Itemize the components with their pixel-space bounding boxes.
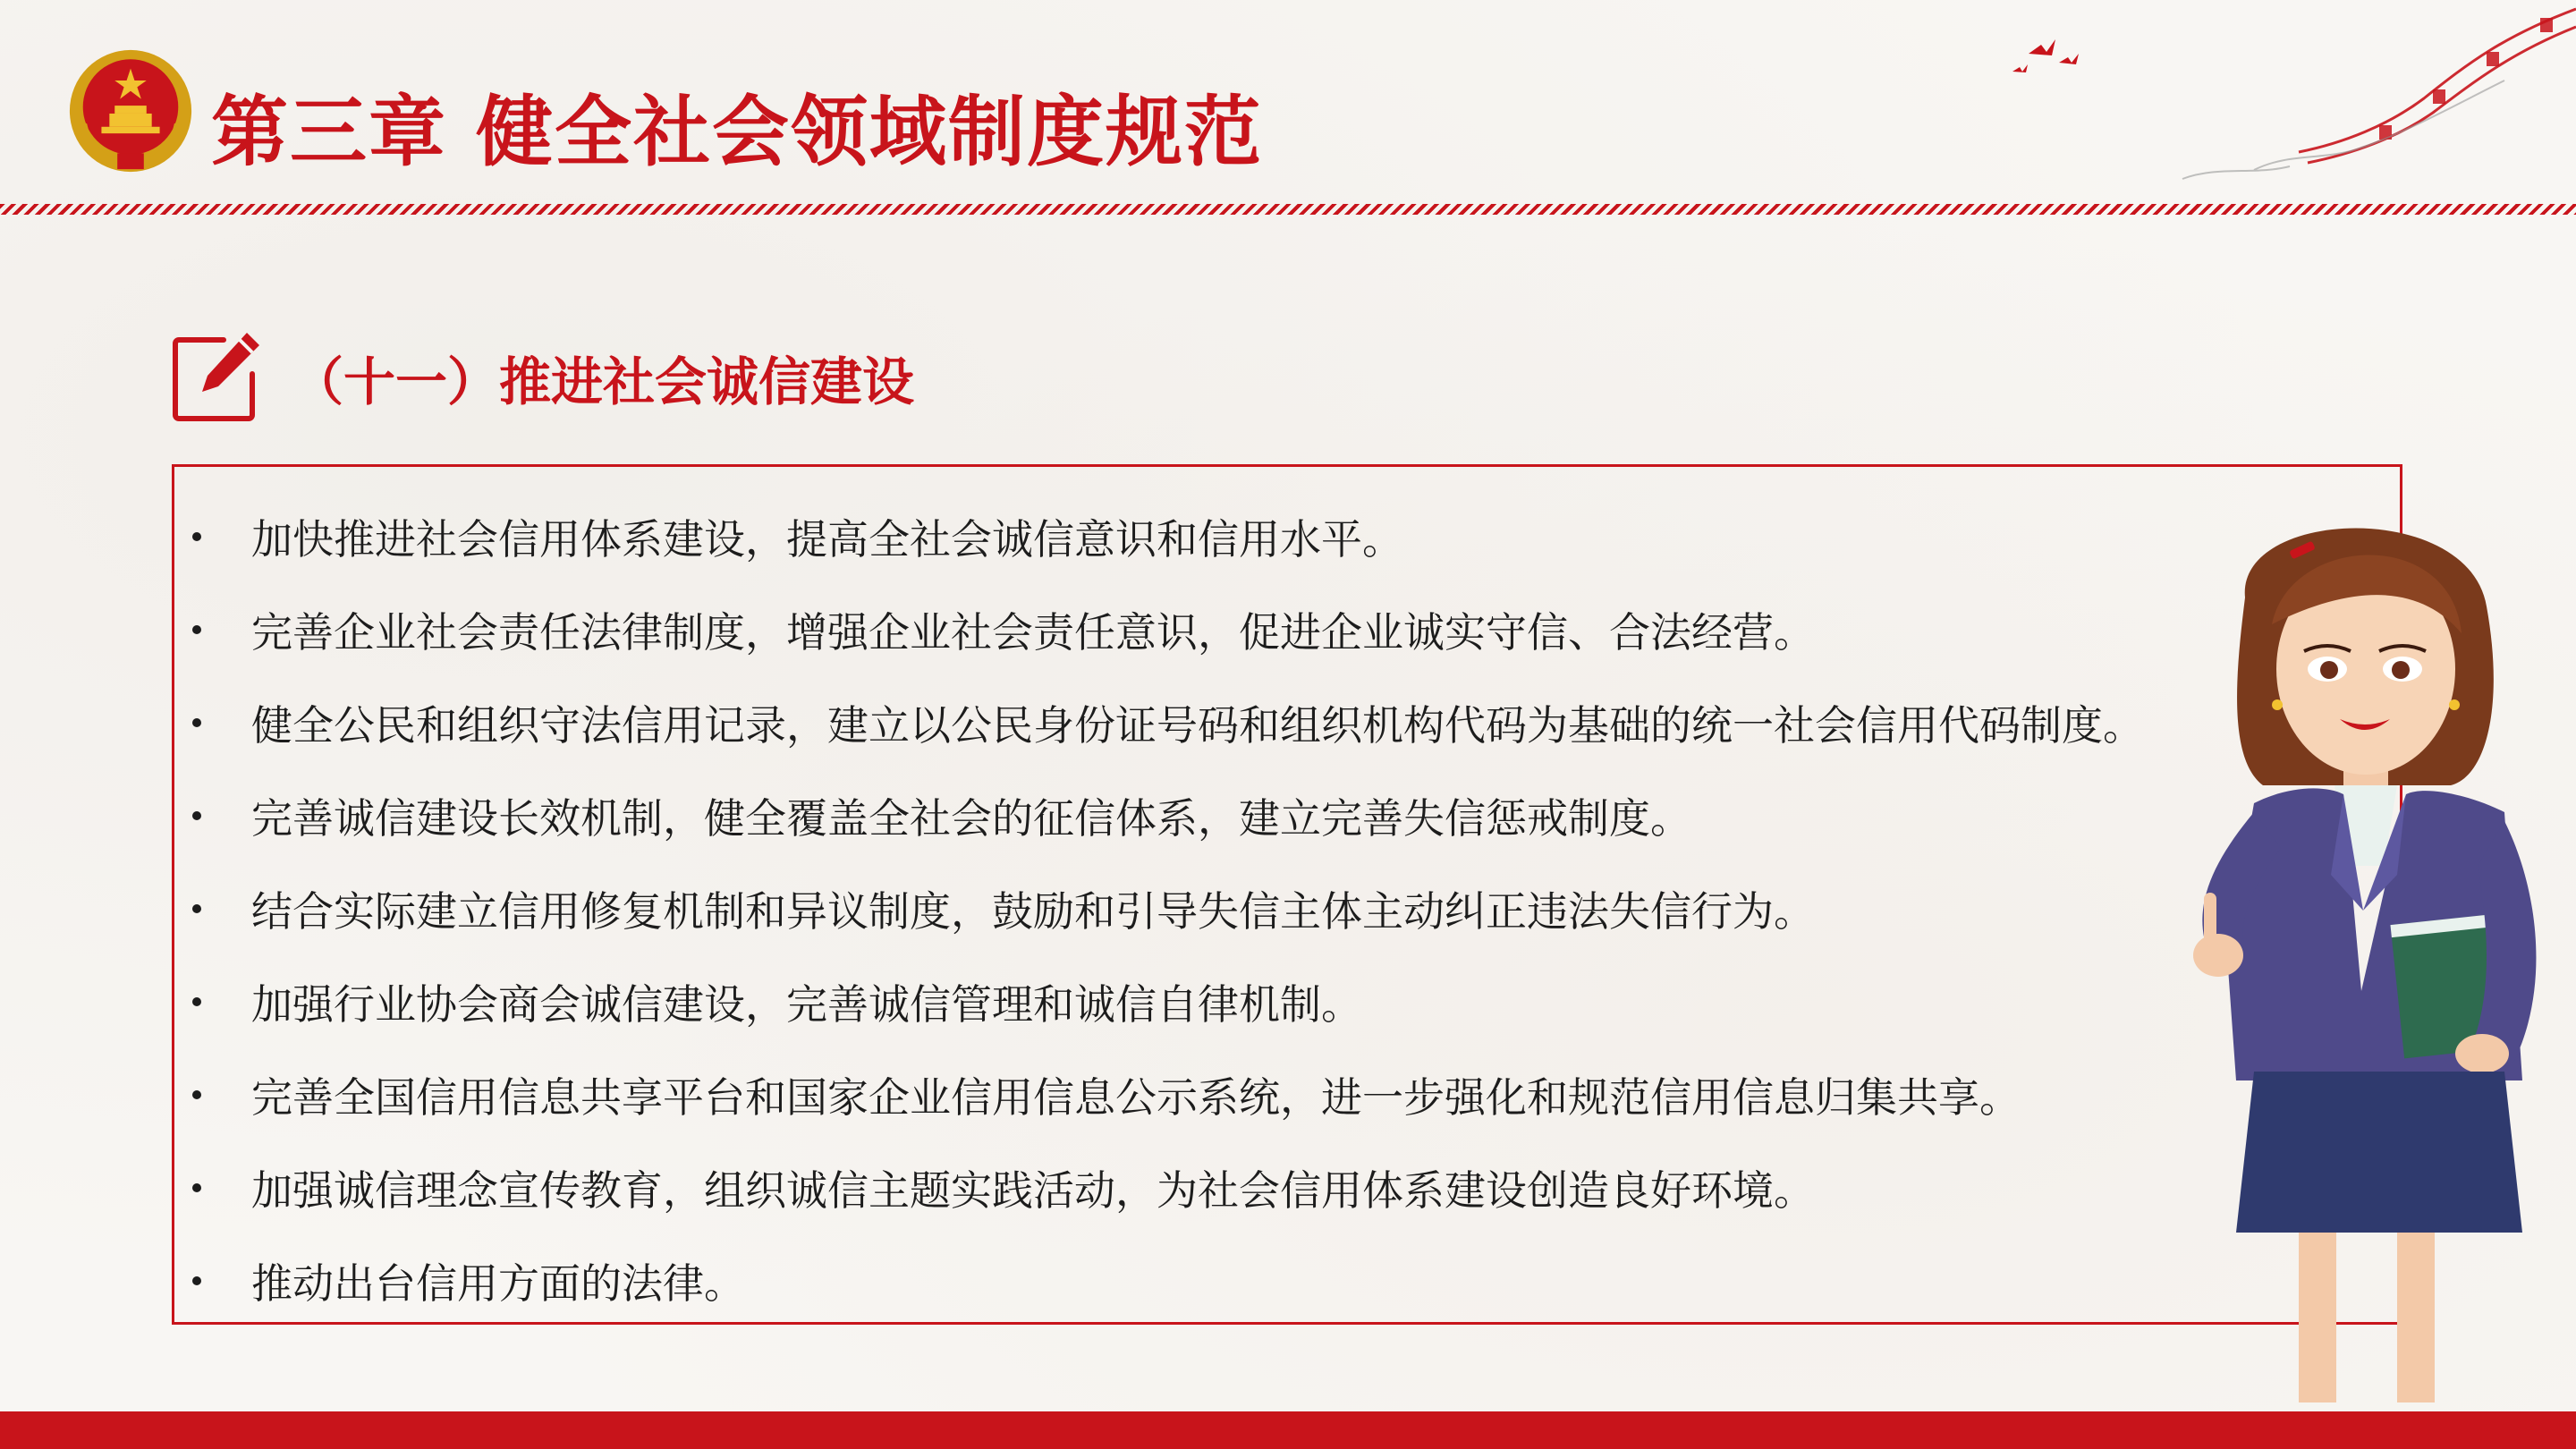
bullet-dot [192, 625, 201, 634]
list-item [183, 1141, 2144, 1234]
list-item-text: 完善全国信用信息共享平台和国家企业信用信息公示系统，进一步强化和规范信用信息归集共享。 [251, 1073, 2021, 1122]
chapter-title: 第三章 健全社会领域制度规范 [211, 88, 1263, 177]
national-emblem-icon [64, 45, 197, 177]
presenter-woman-illustration [2129, 490, 2576, 1411]
list-item [183, 769, 2144, 862]
list-item [183, 862, 2144, 955]
bullet-dot [192, 997, 201, 1006]
bullet-dot [192, 718, 201, 727]
header-divider [0, 204, 2576, 215]
list-item-text: 健全公民和组织守法信用记录，建立以公民身份证号码和组织机构代码为基础的统一社会信用代码制度。 [251, 701, 2144, 750]
list-item [183, 1048, 2144, 1141]
list-item-text: 加强行业协会商会诚信建设，完善诚信管理和诚信自律机制。 [251, 980, 1362, 1029]
list-item-text: 完善企业社会责任法律制度，增强企业社会责任意识，促进企业诚实守信、合法经营。 [251, 608, 1815, 657]
list-item [183, 583, 2144, 676]
section-title: （十一）推进社会诚信建设 [292, 352, 915, 412]
bullet-dot [192, 1276, 201, 1285]
list-item-text: 结合实际建立信用修复机制和异议制度，鼓励和引导失信主体主动纠正违法失信行为。 [251, 887, 1815, 936]
great-wall-cranes-decoration [2004, 0, 2576, 188]
list-item [183, 955, 2144, 1048]
bullet-dot [192, 532, 201, 541]
list-item-text: 加强诚信理念宣传教育，组织诚信主题实践活动，为社会信用体系建设创造良好环境。 [251, 1166, 1815, 1215]
list-item-text: 完善诚信建设长效机制，健全覆盖全社会的征信体系，建立完善失信惩戒制度。 [251, 794, 1691, 843]
list-item-text: 加快推进社会信用体系建设，提高全社会诚信意识和信用水平。 [251, 515, 1403, 564]
bullet-list [183, 490, 2144, 1327]
list-item [183, 490, 2144, 583]
list-item [183, 1234, 2144, 1327]
bullet-dot [192, 1183, 201, 1192]
bullet-dot [192, 1090, 201, 1099]
list-item-text: 推动出台信用方面的法律。 [251, 1259, 745, 1308]
footer-bar [0, 1411, 2576, 1449]
bullet-dot [192, 904, 201, 913]
list-item [183, 676, 2144, 769]
bullet-dot [192, 811, 201, 820]
edit-icon [170, 327, 265, 424]
